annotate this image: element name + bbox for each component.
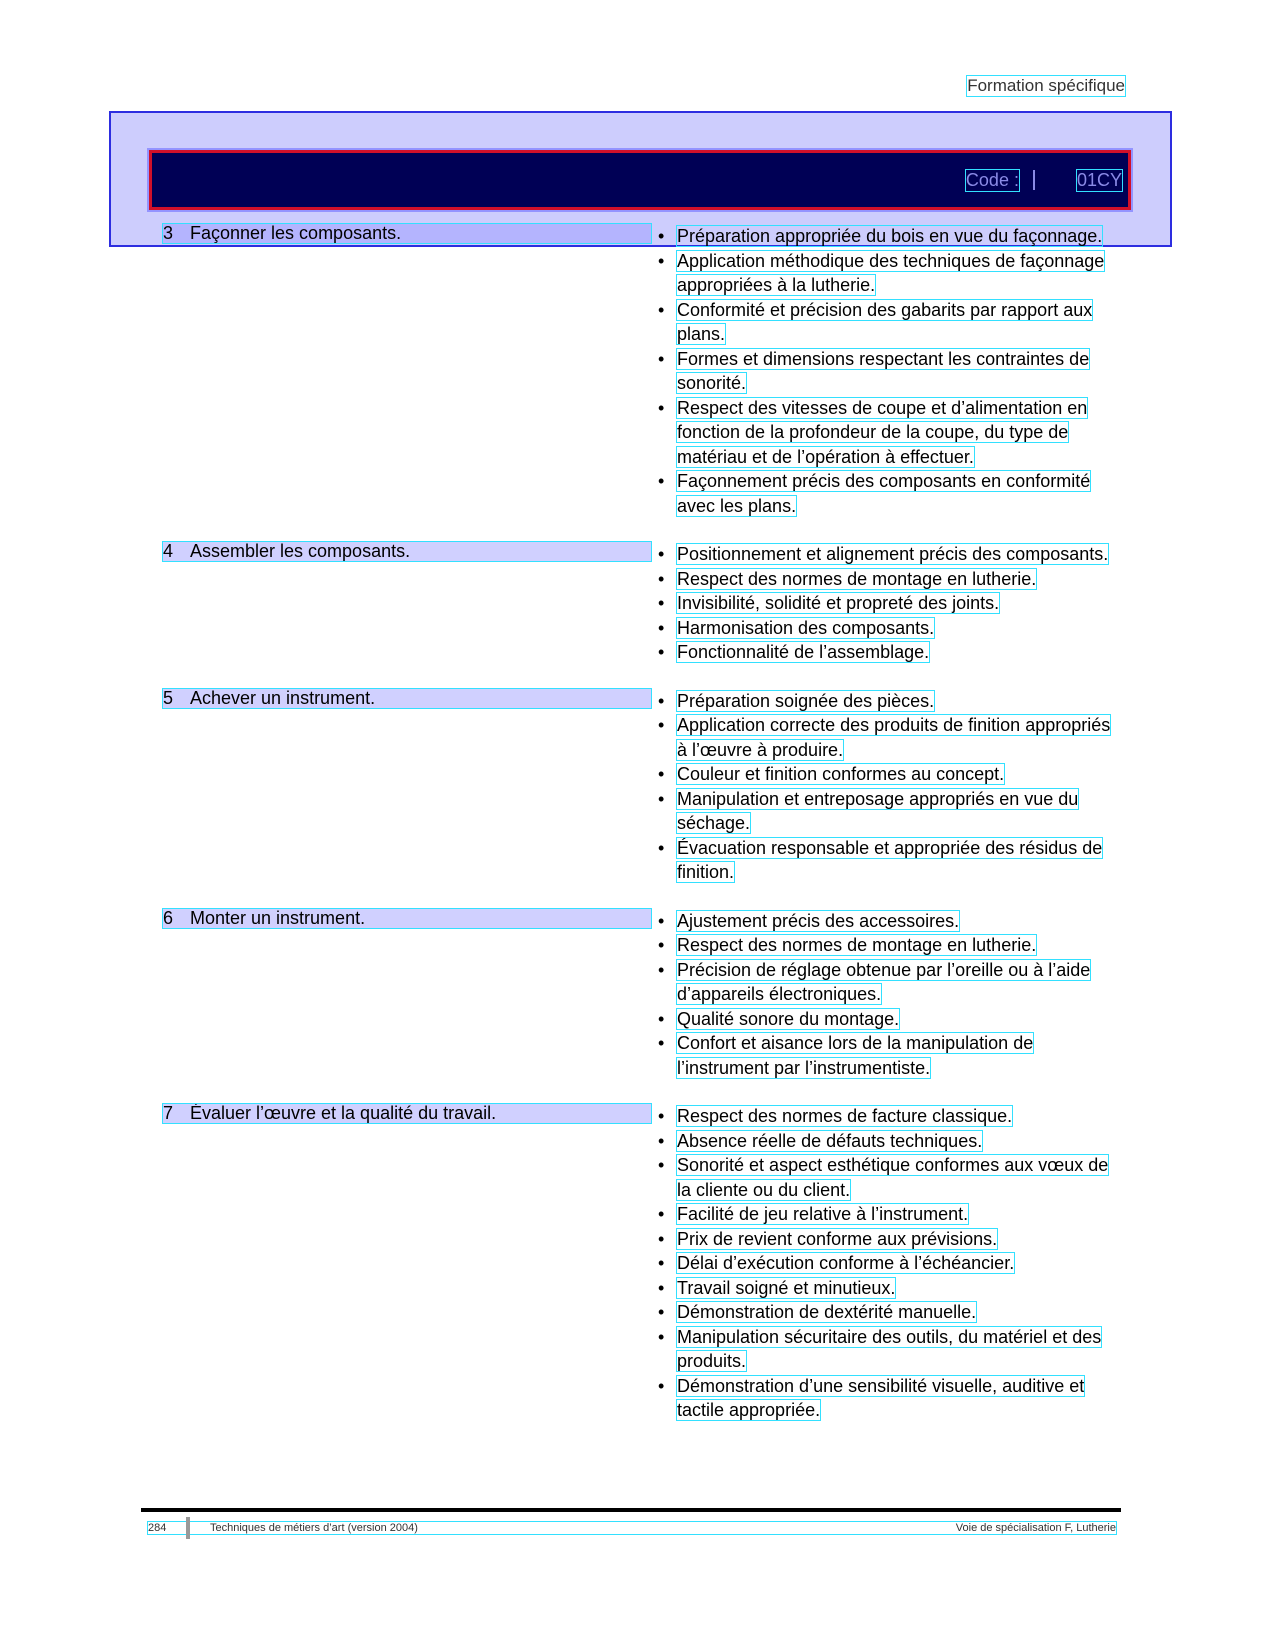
criterion-text: Délai d’exécution conforme à l’échéancier. — [677, 1253, 1015, 1273]
criterion-item — [655, 542, 1108, 567]
criterion-text: Confort et aisance lors de la manipulation de l’instrument par l’instrumentiste. — [677, 1033, 1034, 1078]
competency-section — [163, 909, 1123, 1081]
criterion-text: Formes et dimensions respectant les contraintes de sonorité. — [677, 348, 1090, 393]
competency-sections — [163, 224, 1123, 1447]
criterion-item — [655, 1300, 1123, 1325]
criterion-text: Qualité sonore du montage. — [677, 1008, 900, 1029]
criterion-item — [655, 836, 1123, 885]
criterion-item — [655, 616, 1108, 641]
criterion-item — [655, 1153, 1123, 1202]
code-label: Code : — [965, 169, 1019, 190]
criterion-item — [655, 787, 1123, 836]
criteria-list — [655, 689, 1123, 885]
criterion-text: Fonctionnalité de l’assemblage. — [677, 642, 930, 662]
section-number: 7 — [163, 1103, 174, 1123]
criterion-text: Précision de réglage obtenue par l’oreille ou à l’aide d’appareils électroniques. — [677, 959, 1091, 1004]
criterion-item — [655, 469, 1123, 518]
code-group — [966, 170, 1122, 190]
footer-separator — [186, 1517, 190, 1539]
criterion-text: Respect des normes de montage en lutherie. — [677, 568, 1037, 589]
criterion-text: Manipulation sécuritaire des outils, du matériel et des produits. — [677, 1326, 1102, 1371]
criterion-item — [655, 1374, 1123, 1423]
section-number: 6 — [163, 907, 174, 928]
criterion-text: Préparation appropriée du bois en vue du façonnage. — [677, 226, 1103, 246]
criterion-text: Respect des normes de montage en lutherie. — [677, 935, 1037, 955]
criterion-item — [655, 1007, 1123, 1032]
code-separator — [1033, 170, 1035, 190]
criterion-item — [655, 396, 1123, 470]
criterion-item — [655, 933, 1123, 958]
criterion-text: Sonorité et aspect esthétique conformes aux vœux de la cliente ou du client. — [677, 1155, 1109, 1200]
criterion-item — [655, 689, 1123, 714]
section-title-text: Assembler les composants. — [190, 541, 411, 561]
header-label: Formation spécifique — [967, 76, 1125, 95]
criterion-text: Manipulation et entreposage appropriés en vue du séchage. — [677, 788, 1079, 833]
criteria-list — [655, 909, 1123, 1081]
section-title — [163, 542, 651, 561]
criterion-item — [655, 1104, 1123, 1129]
criterion-text: Facilité de jeu relative à l’instrument. — [677, 1204, 969, 1224]
criterion-text: Respect des vitesses de coupe et d’alimentation en fonction de la profondeur de la coupe, du type de matériau et de l’opération à effectuer. — [677, 397, 1088, 467]
competency-section — [163, 1104, 1123, 1423]
criterion-item — [655, 1129, 1123, 1154]
criterion-item — [655, 1325, 1123, 1374]
criterion-text: Harmonisation des composants. — [677, 617, 935, 638]
criterion-item — [655, 591, 1108, 616]
criteria-list — [655, 224, 1123, 518]
page-number: 284 — [148, 1522, 167, 1534]
criterion-text: Absence réelle de défauts techniques. — [677, 1130, 983, 1151]
criterion-item — [655, 909, 1123, 934]
criterion-text: Préparation soignée des pièces. — [677, 690, 935, 711]
criterion-text: Façonnement précis des composants en conformité avec les plans. — [677, 471, 1091, 516]
footer-program: Techniques de métiers d’art (version 2004) — [210, 1522, 418, 1534]
criterion-item — [655, 347, 1123, 396]
code-bar — [149, 150, 1131, 210]
criterion-item — [655, 1202, 1123, 1227]
section-title-text: Évaluer l’œuvre et la qualité du travail. — [190, 1103, 497, 1123]
criterion-item — [655, 958, 1123, 1007]
criterion-text: Conformité et précision des gabarits par rapport aux plans. — [677, 299, 1093, 344]
criterion-item — [655, 249, 1123, 298]
section-title — [163, 224, 651, 243]
criterion-item — [655, 1031, 1123, 1080]
criterion-text: Démonstration de dextérité manuelle. — [677, 1302, 977, 1322]
page-footer — [148, 1522, 1116, 1534]
criterion-item — [655, 640, 1108, 665]
criterion-item — [655, 298, 1123, 347]
criterion-text: Respect des normes de facture classique. — [677, 1106, 1013, 1126]
competency-section — [163, 224, 1123, 518]
criterion-text: Application méthodique des techniques de façonnage appropriées à la lutherie. — [677, 250, 1105, 295]
code-value: 01CY — [1076, 169, 1122, 190]
criterion-text: Travail soigné et minutieux. — [677, 1277, 896, 1298]
criteria-list — [655, 542, 1108, 665]
footer-specialization: Voie de spécialisation F, Lutherie — [955, 1522, 1116, 1534]
competency-section — [163, 542, 1123, 665]
criterion-item — [655, 762, 1123, 787]
section-title-text: Façonner les composants. — [190, 223, 402, 243]
section-number: 3 — [163, 223, 174, 243]
criterion-text: Couleur et finition conformes au concept. — [677, 764, 1005, 784]
criteria-list — [655, 1104, 1123, 1423]
criterion-item — [655, 1276, 1123, 1301]
section-title — [163, 1104, 651, 1123]
footer-rule — [141, 1508, 1121, 1512]
section-number: 4 — [163, 541, 174, 561]
criterion-item — [655, 1251, 1123, 1276]
criterion-text: Démonstration d’une sensibilité visuelle, auditive et tactile appropriée. — [677, 1375, 1085, 1420]
criterion-item — [655, 1227, 1123, 1252]
section-title — [163, 689, 651, 708]
criterion-text: Évacuation responsable et appropriée des résidus de finition. — [677, 837, 1103, 882]
criterion-item — [655, 567, 1108, 592]
section-title — [163, 909, 651, 928]
criterion-item — [655, 224, 1123, 249]
section-number: 5 — [163, 687, 174, 708]
criterion-text: Ajustement précis des accessoires. — [677, 910, 960, 931]
criterion-item — [655, 713, 1123, 762]
competency-section — [163, 689, 1123, 885]
section-title-text: Achever un instrument. — [190, 687, 376, 708]
criterion-text: Positionnement et alignement précis des composants. — [677, 544, 1109, 564]
criterion-text: Invisibilité, solidité et propreté des joints. — [677, 593, 1000, 613]
criterion-text: Application correcte des produits de finition appropriés à l’œuvre à produire. — [677, 715, 1111, 760]
section-title-text: Monter un instrument. — [190, 907, 366, 928]
criterion-text: Prix de revient conforme aux prévisions. — [677, 1228, 998, 1249]
